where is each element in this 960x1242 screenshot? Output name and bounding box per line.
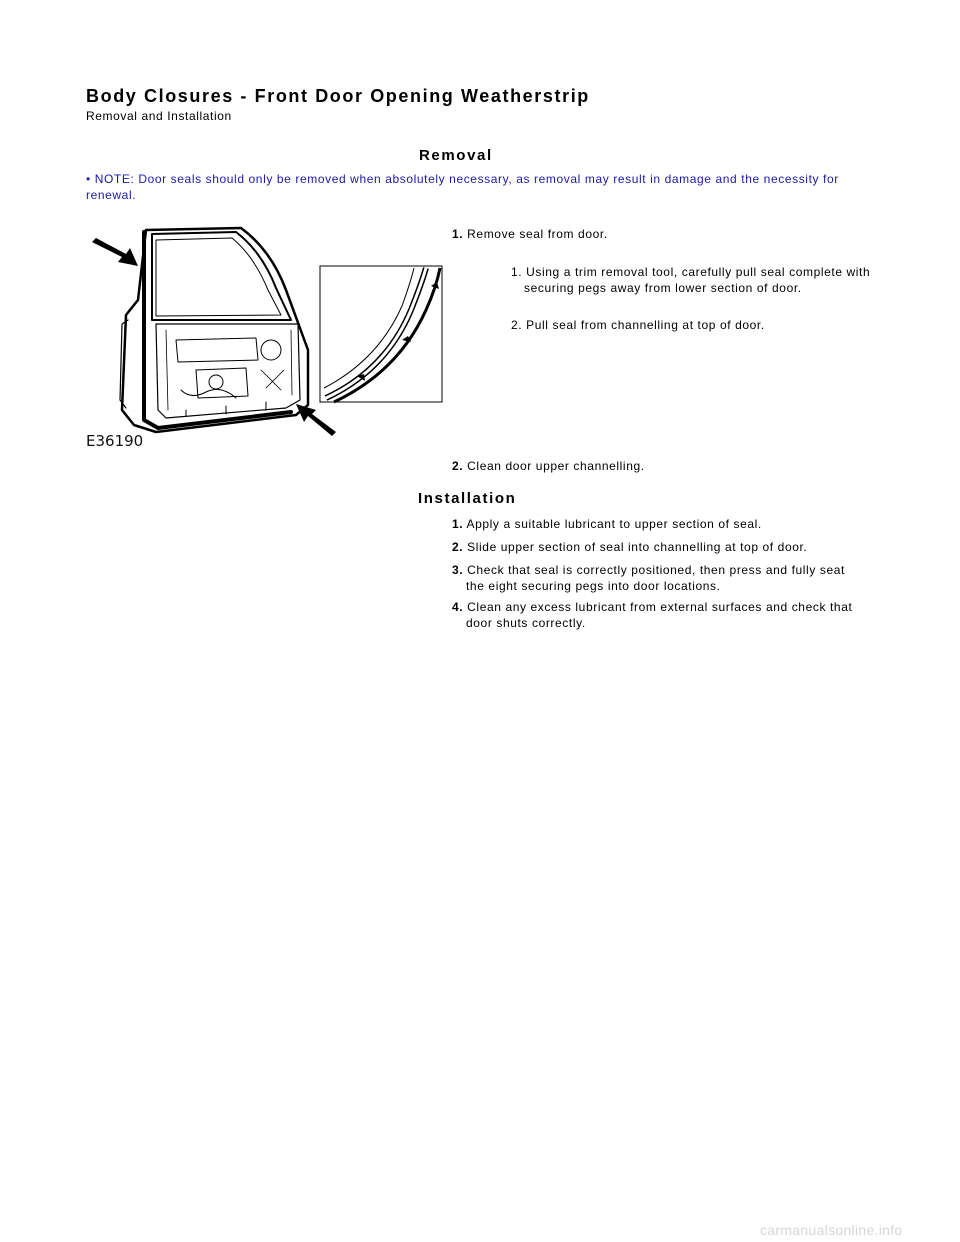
removal-substep-2: 2. Pull seal from channelling at top of door. xyxy=(511,318,765,332)
installation-step-3 xyxy=(452,562,866,594)
step-number: 1. xyxy=(452,517,464,531)
figure-label: E36190 xyxy=(86,432,144,450)
step-text: Slide upper section of seal into channelling at top of door. xyxy=(467,540,808,554)
step-text: Check that seal is correctly positioned, then press and fully seat the eight securing pegs into door locations. xyxy=(466,563,845,593)
installation-heading: Installation xyxy=(418,490,517,507)
removal-step-2 xyxy=(452,458,882,474)
step-text: Clean door upper channelling. xyxy=(467,459,645,473)
removal-note: • NOTE: Door seals should only be removed when absolutely necessary, as removal may result in damage and the necessity for renewal. xyxy=(86,172,839,202)
step-number: 1. xyxy=(452,227,464,241)
arrow-icon xyxy=(296,404,336,436)
watermark: carmanualsonline.info xyxy=(760,1222,903,1238)
removal-substep-1: 1. Using a trim removal tool, carefully pull seal complete with securing pegs away from lower section of door. xyxy=(511,265,871,295)
door-seal-illustration xyxy=(86,220,446,460)
installation-step-4 xyxy=(452,599,876,631)
step-text: Remove seal from door. xyxy=(467,227,608,241)
arrow-icon xyxy=(92,238,138,266)
seal-detail-inset xyxy=(320,266,442,402)
page-title: Body Closures - Front Door Opening Weatherstrip xyxy=(86,86,590,106)
step-number: 2. xyxy=(452,540,464,554)
installation-step-2 xyxy=(452,539,886,555)
step-text: Clean any excess lubricant from external surfaces and check that door shuts correctly. xyxy=(466,600,853,630)
door-drawing xyxy=(120,228,308,432)
removal-step-1 xyxy=(452,226,882,242)
page-subtitle: Removal and Installation xyxy=(86,109,232,123)
removal-heading: Removal xyxy=(419,147,493,164)
installation-step-1 xyxy=(452,516,886,532)
step-number: 3. xyxy=(452,563,464,577)
step-text: Apply a suitable lubricant to upper section of seal. xyxy=(466,517,762,531)
step-number: 2. xyxy=(452,459,464,473)
step-number: 4. xyxy=(452,600,464,614)
